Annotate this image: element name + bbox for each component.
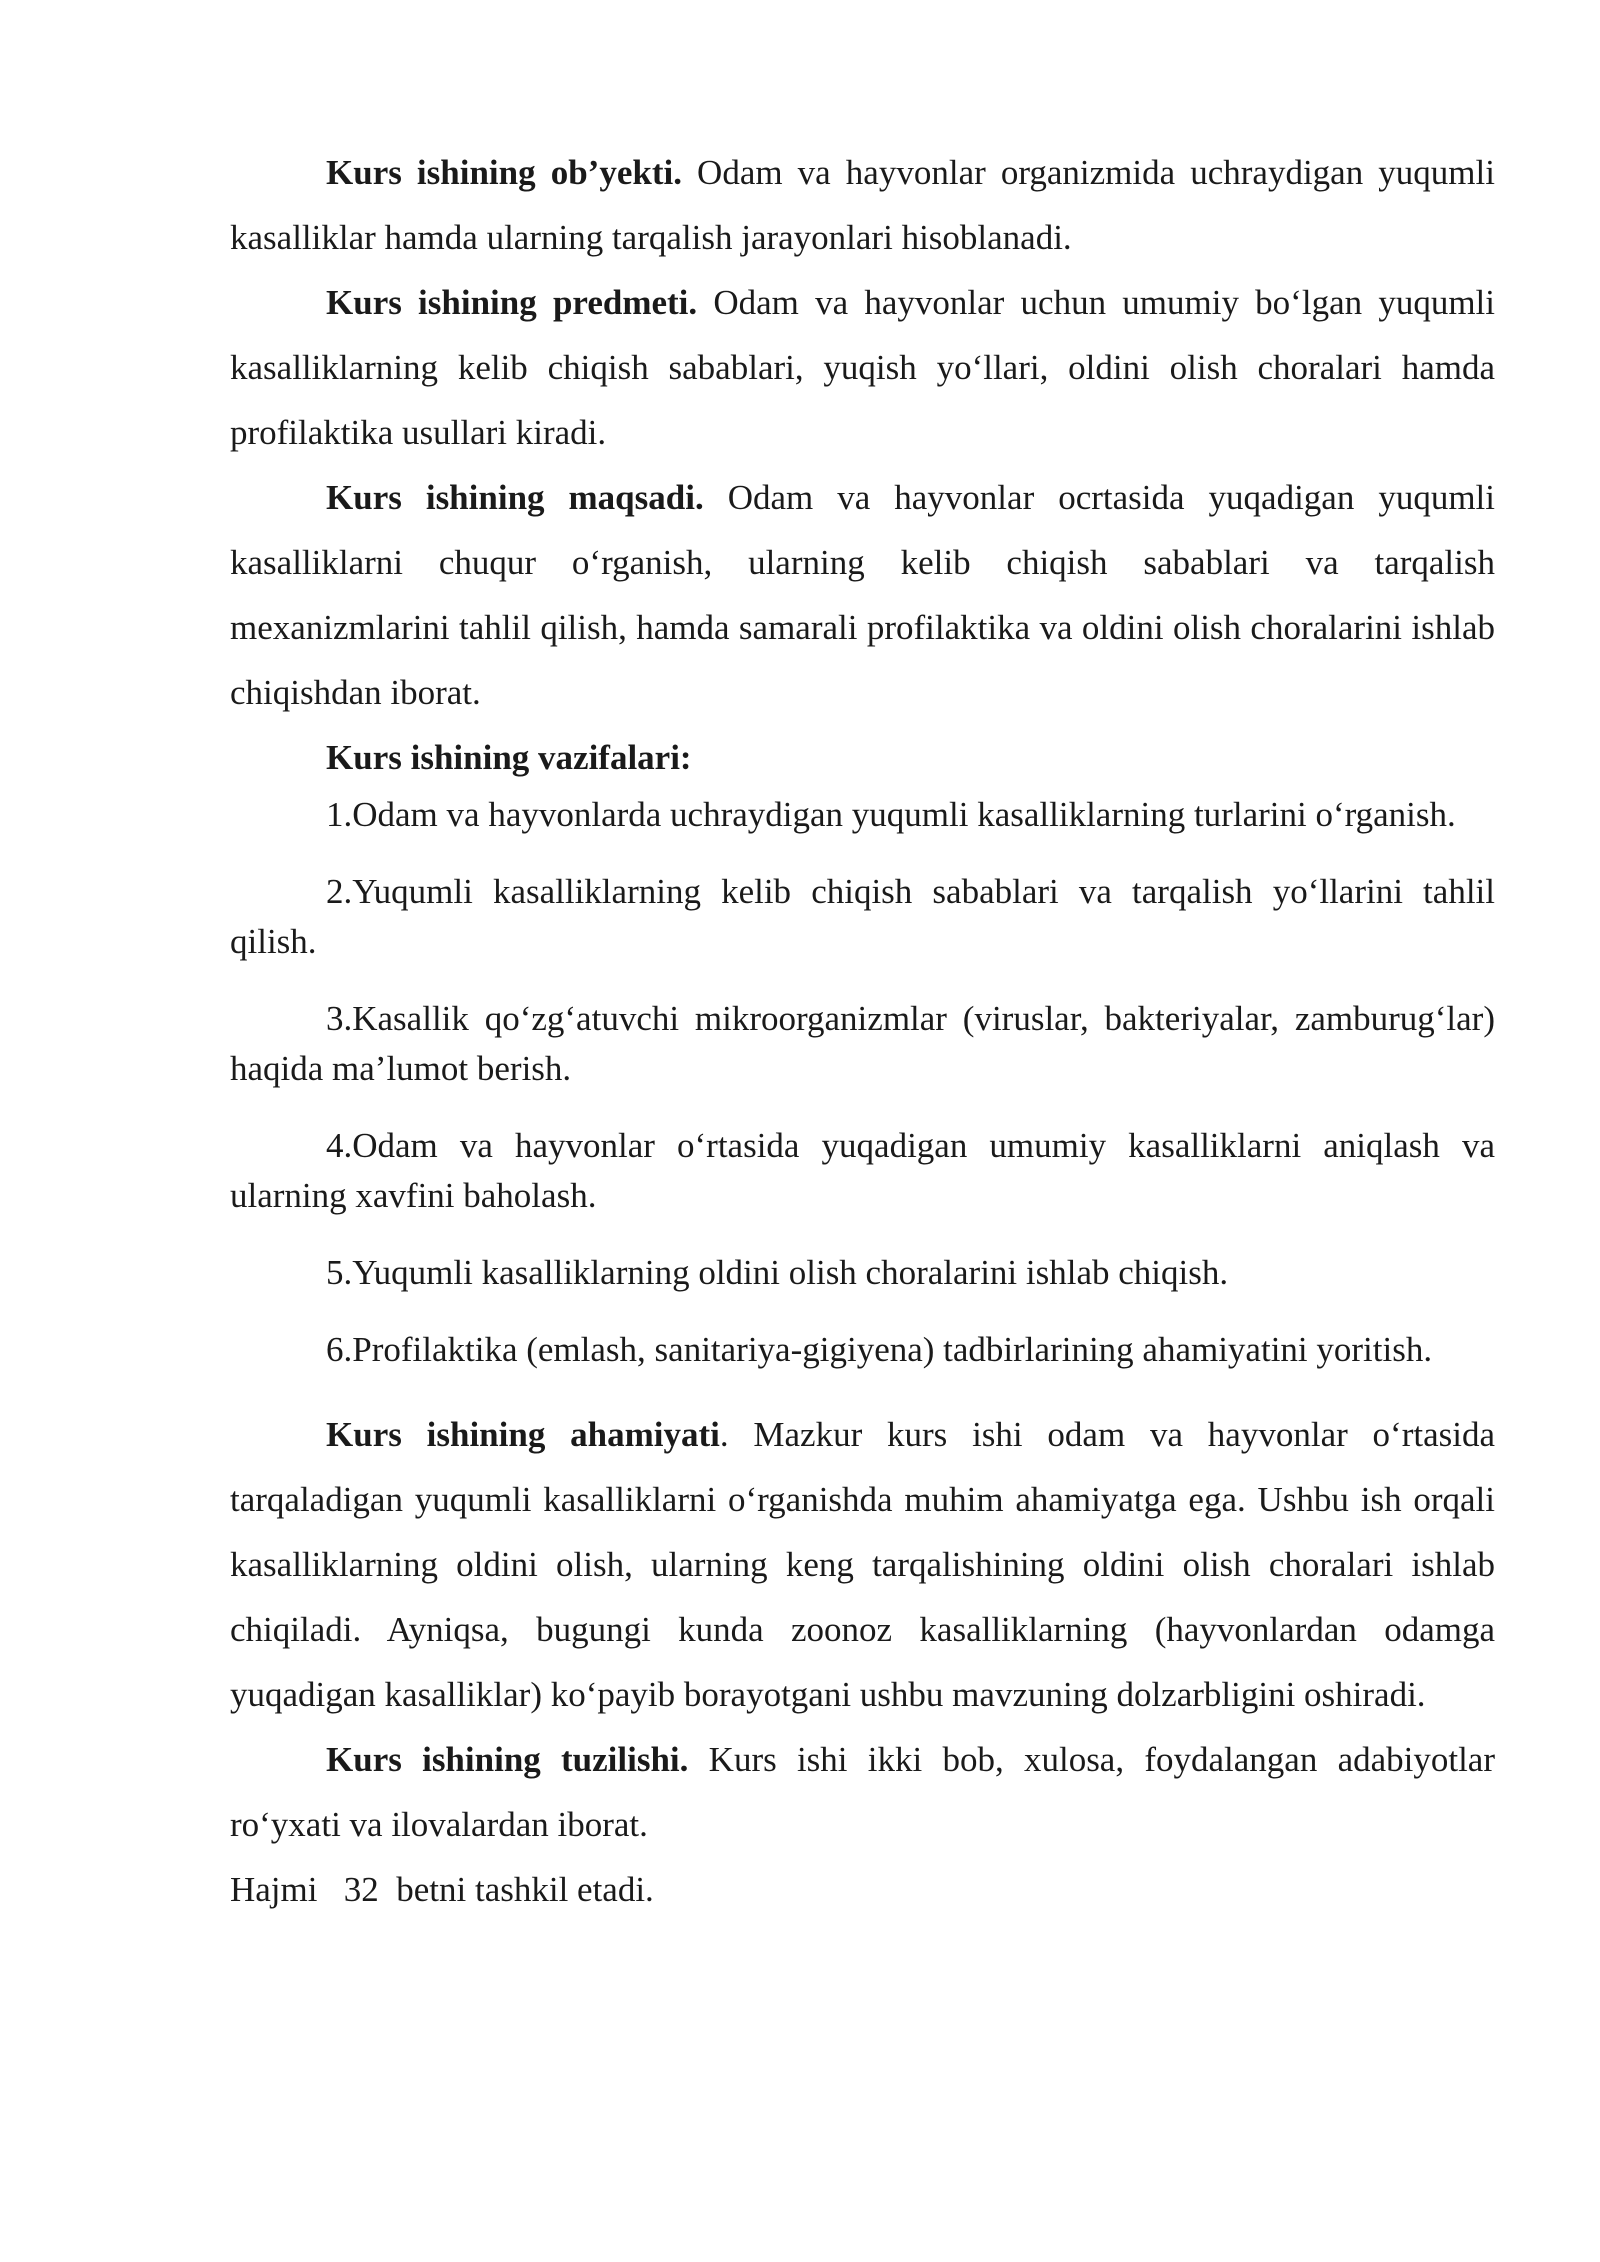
task-item: 6.Profilaktika (emlash, sanitariya-gigiyena) tadbirlarining ahamiyatini yoritish. (326, 1330, 1433, 1369)
volume-line: Hajmi 32 betni tashkil etadi. (230, 1870, 654, 1909)
structure-text: Kurs ishi ikki bob, xulosa, foydalangan adabiyotlar ro‘yxati va ilovalardan iborat. (230, 1740, 1495, 1844)
document-page (230, 140, 1495, 1922)
subject-heading: Kurs ishining predmeti. (326, 283, 698, 322)
object-text: Odam va hayvonlar organizmida uchraydigan yuqumli kasalliklar hamda ularning tarqalish jarayonlari hisoblanadi. (230, 153, 1495, 257)
structure-heading: Kurs ishining tuzilishi. (326, 1740, 689, 1779)
task-item: 4.Odam va hayvonlar o‘rtasida yuqadigan umumiy kasalliklarni aniqlash va ularning xavfini baholash. (230, 1126, 1495, 1215)
goal-heading: Kurs ishining maqsadi. (326, 478, 704, 517)
tasks-heading: Kurs ishining vazifalari: (326, 738, 692, 777)
importance-text: . Mazkur kurs ishi odam va hayvonlar o‘rtasida tarqaladigan yuqumli kasalliklarni o‘rganishda muhim ahamiyatga ega. Ushbu ish orqali kasalliklarning oldini olish, ularning keng tarqalishining oldini olish choralari ishlab chiqiladi. Ayniqsa, bugungi kunda zoonoz kasalliklarning (hayvonlardan odamga yuqadigan kasalliklar) ko‘payib borayotgani ushbu mavzuning dolzarbligini oshiradi. (230, 1415, 1495, 1714)
goal-text: Odam va hayvonlar ocrtasida yuqadigan yuqumli kasalliklarni chuqur o‘rganish, ularning kelib chiqish sabablari va tarqalish mexanizmlarini tahlil qilish, hamda samarali profilaktika va oldini olish choralarini ishlab chiqishdan iborat. (230, 478, 1496, 712)
subject-paragraph (230, 270, 1495, 465)
goal-paragraph (230, 465, 1495, 725)
task-item: 5.Yuqumli kasalliklarning oldini olish choralarini ishlab chiqish. (326, 1253, 1229, 1292)
structure-paragraph (230, 1727, 1495, 1857)
task-item: 1.Odam va hayvonlarda uchraydigan yuqumli kasalliklarning turlarini o‘rganish. (326, 795, 1456, 834)
tasks-heading-paragraph (230, 725, 1495, 790)
object-paragraph (230, 140, 1495, 270)
subject-text: Odam va hayvonlar uchun umumiy bo‘lgan yuqumli kasalliklarning kelib chiqish sabablari, yuqish yo‘llari, oldini olish choralari hamda profilaktika usullari kiradi. (230, 283, 1495, 452)
importance-paragraph (230, 1402, 1495, 1727)
task-item: 3.Kasallik qo‘zg‘atuvchi mikroorganizmlar (viruslar, bakteriyalar, zamburug‘lar) haqida ma’lumot berish. (230, 999, 1495, 1088)
object-heading: Kurs ishining ob’yekti. (326, 153, 682, 192)
importance-heading: Kurs ishining ahamiyati (326, 1415, 720, 1454)
task-item: 2.Yuqumli kasalliklarning kelib chiqish sabablari va tarqalish yo‘llarini tahlil qilish. (230, 872, 1495, 961)
